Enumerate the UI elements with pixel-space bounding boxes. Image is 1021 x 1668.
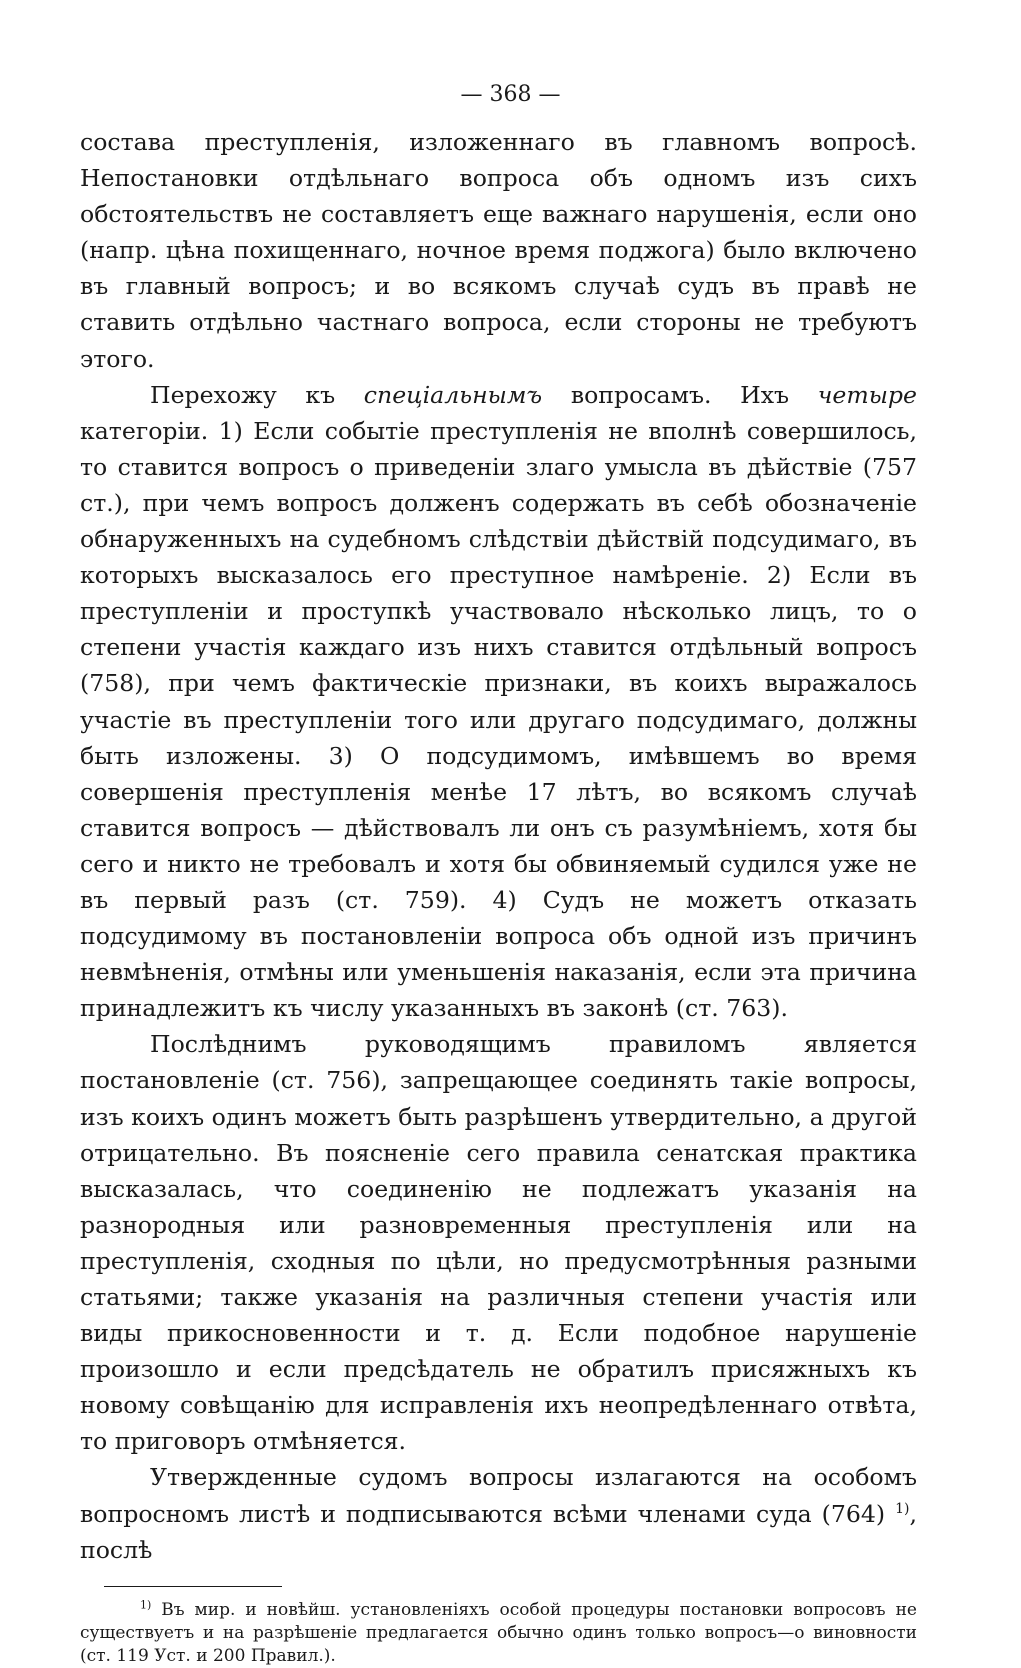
paragraph-4-part-b: , послѣ [80, 1499, 917, 1564]
paragraph-4 [80, 1459, 917, 1567]
paragraph-3: Послѣднимъ руководящимъ правиломъ является постановленіе (ст. 756), запрещающее соединять такіе вопросы, изъ коихъ одинъ можетъ быть разрѣшенъ утвердительно, а другой отрицательно. Въ поясненіе сего правила сенатская практика высказалась, что соединенію не подлежатъ указанія на разнородныя или разновременныя преступленія или на преступленія, сходныя по цѣли, но предусмотрѣнныя разными статьями; также указанія на различныя степени участія или виды прикосновенности и т. д. Если подобное нарушеніе произошло и если предсѣдатель не обратилъ присяжныхъ къ новому совѣщанію для исправленія ихъ неопредѣленнаго отвѣта, то приговоръ отмѣняется. [80, 1030, 917, 1456]
paragraph-4-part-a: Утвержденные судомъ вопросы излагаются на особомъ вопросномъ листѣ и подписываются всѣми членами суда (764) [80, 1463, 917, 1528]
footnote-reference[interactable]: 1) [895, 1500, 910, 1517]
main-text [80, 124, 917, 1568]
footnote-text: Въ мир. и новѣйш. установленіяхъ особой процедуры постановки вопросовъ не существуетъ и на разрѣшеніе предлагается обычно одинъ только вопросъ—о виновности (ст. 119 Уст. и 200 Правил.). [80, 1599, 917, 1666]
footnote-divider [104, 1586, 282, 1587]
paragraph-2-part-b: вопросамъ. Ихъ [542, 380, 818, 409]
footnote-marker: 1) [140, 1598, 152, 1612]
paragraph-2-part-c: категоріи. 1) Если событіе преступленія не вполнѣ совершилось, то ставится вопросъ о приведеніи злаго умысла въ дѣйствіе (757 ст.), при чемъ вопросъ долженъ содержать въ себѣ обозначеніе обнаруженныхъ на судебномъ слѣдствіи дѣйствій подсудимаго, въ которыхъ высказалось его преступное намѣреніе. 2) Если въ преступленіи и проступкѣ участвовало нѣсколько лицъ, то о степени участія каждаго изъ нихъ ставится отдѣльный вопросъ (758), при чемъ фактическіе признаки, въ коихъ выражалось участіе въ преступленіи того или другаго подсудимаго, должны быть изложены. 3) О подсудимомъ, имѣвшемъ во время совершенія преступленія менѣе 17 лѣтъ, во всякомъ случаѣ ставится вопросъ — дѣйствовалъ ли онъ съ разумѣніемъ, хотя бы сего и никто не требовалъ и хотя бы обвиняемый судился уже не въ первый разъ (ст. 759). 4) Судъ не можетъ отказать подсудимому въ постановленіи вопроса объ одной изъ причинъ невмѣненія, отмѣны или уменьшенія наказанія, если эта причина принадлежитъ къ числу указанныхъ въ законѣ (ст. 763). [80, 416, 917, 1023]
emphasis-four: четыре [817, 380, 917, 409]
paragraph-1: состава преступленія, изложеннаго въ главномъ вопросѣ. Непостановки отдѣльнаго вопроса объ одномъ изъ сихъ обстоятельствъ не составляетъ еще важнаго нарушенія, если оно (напр. цѣна похищеннаго, ночное время поджога) было включено въ главный вопросъ; и во всякомъ случаѣ судъ въ правѣ не ставить отдѣльно частнаго вопроса, если стороны не требуютъ этого. [80, 128, 917, 373]
page-number: — 368 — [460, 82, 561, 107]
paragraph-2 [80, 377, 917, 1027]
emphasis-special: спеціальнымъ [363, 380, 543, 409]
paragraph-2-part-a: Перехожу къ [150, 380, 364, 409]
footnote [80, 1599, 917, 1668]
